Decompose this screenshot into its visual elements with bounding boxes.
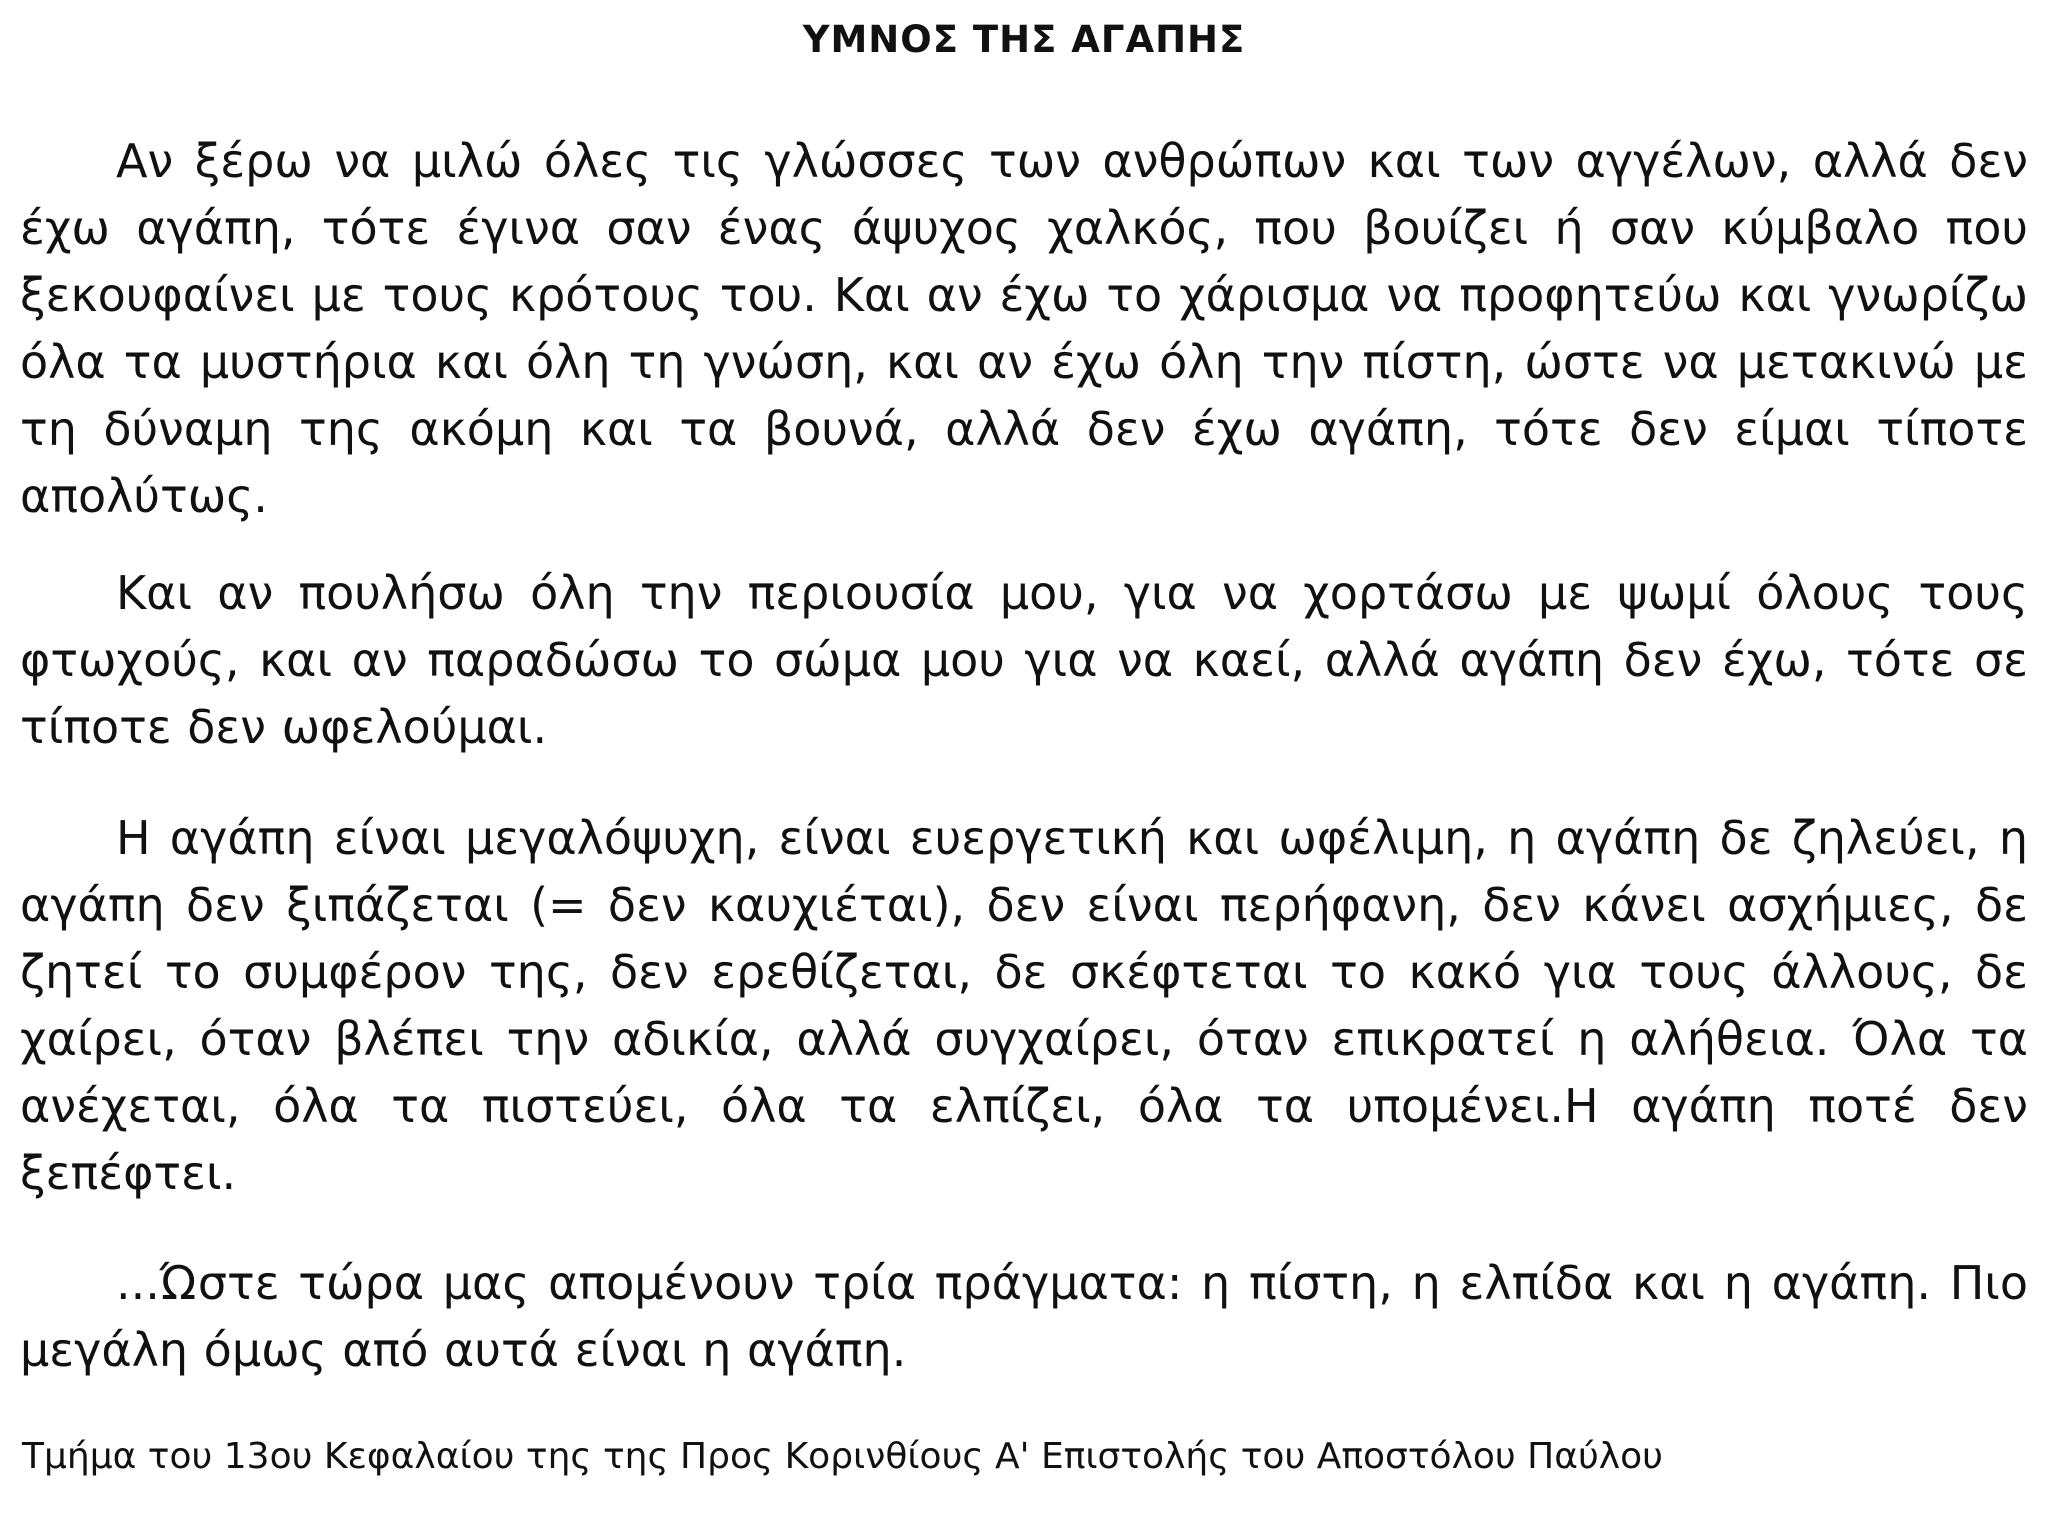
paragraph-2: Και αν πουλήσω όλη την περιουσία μου, για να χορτάσω με ψωμί όλους τους φτωχούς, και αν παραδώσω το σώμα μου για να καεί, αλλά αγάπη δεν έχω, τότε σε τίποτε δεν ωφελούμαι. [20, 566, 2028, 754]
paragraph-1: Αν ξέρω να μιλώ όλες τις γλώσσες των ανθρώπων και των αγγέλων, αλλά δεν έχω αγάπη, τότε έγινα σαν ένας άψυχος χαλκός, που βουίζει ή σαν κύμβαλο που ξεκουφαίνει με τους κρότους του. Και αν έχω το χάρισμα να προφητεύω και γνωρίζω όλα τα μυστήρια και όλη τη γνώση, και αν έχω όλη την πίστη, ώστε να μετακινώ με τη δύναμη της ακόμη και τα βουνά, αλλά δεν έχω αγάπη, τότε δεν είμαι τίποτε απολύτως. [20, 134, 2028, 523]
source-note: Τμήμα του 13ου Κεφαλαίου της της Προς Κορινθίους Α' Επιστολής του Αποστόλου Παύλου [22, 1436, 1663, 1477]
paragraph-4: ...Ώστε τώρα μας απομένουν τρία πράγματα: η πίστη, η ελπίδα και η αγάπη. Πιο μεγάλη όμως από αυτά είναι η αγάπη. [20, 1256, 2028, 1377]
document-title: ΥΜΝΟΣ ΤΗΣ ΑΓΑΠΗΣ [802, 18, 1246, 61]
paragraph-3: Η αγάπη είναι μεγαλόψυχη, είναι ευεργετική και ωφέλιμη, η αγάπη δε ζηλεύει, η αγάπη δεν ξιπάζεται (= δεν καυχιέται), δεν είναι περήφανη, δεν κάνει ασχήμιες, δε ζητεί το συμφέρον της, δεν ερεθίζεται, δε σκέφτεται το κακό για τους άλλους, δε χαίρει, όταν βλέπει την αδικία, αλλά συγχαίρει, όταν επικρατεί η αλήθεια. Όλα τα ανέχεται, όλα τα πιστεύει, όλα τα ελπίζει, όλα τα υπομένει.Η αγάπη ποτέ δεν ξεπέφτει. [20, 811, 2028, 1200]
